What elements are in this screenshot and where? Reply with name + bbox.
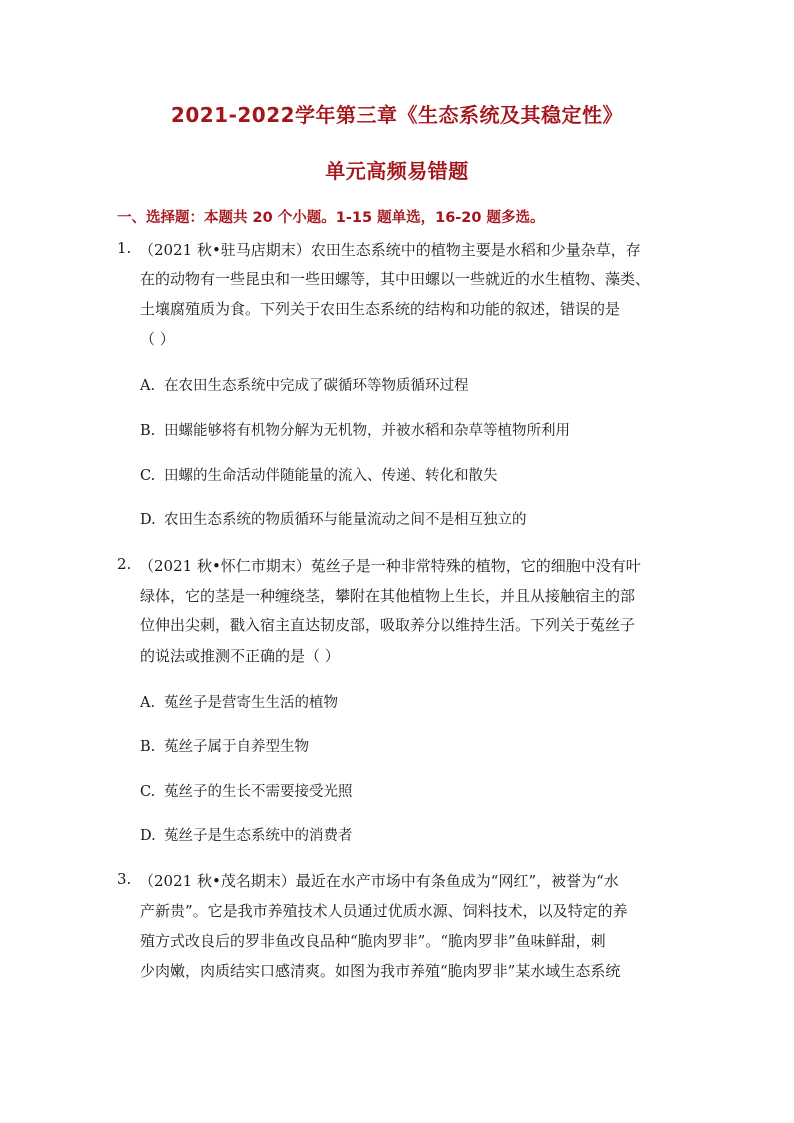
document-title: 2021-2022学年第三章《生态系统及其稳定性》 bbox=[170, 103, 624, 127]
option-a bbox=[140, 374, 469, 395]
option-b bbox=[140, 735, 309, 756]
question-text-line: 绿体，它的茎是一种缠绕茎，攀附在其他植物上生长，并且从接触宿主的部 bbox=[140, 587, 636, 605]
option-d bbox=[140, 824, 353, 845]
option-letter: D. bbox=[140, 828, 156, 844]
option-text: 菟丝子是生态系统中的消费者 bbox=[164, 828, 353, 844]
option-letter: C. bbox=[140, 784, 156, 800]
question-text-line: 在的动物有一些昆虫和一些田螺等，其中田螺以一些就近的水生植物、藻类、 bbox=[140, 270, 651, 288]
question-text-line: （2021 秋•驻马店期末）农田生态系统中的植物主要是水稻和少量杂草，存 bbox=[139, 241, 641, 259]
question-number: 2. bbox=[117, 555, 132, 573]
option-letter: B. bbox=[140, 423, 156, 439]
question-text-line: 少肉嫩，肉质结实口感清爽。如图为我市养殖“脆肉罗非”某水域生态系统 bbox=[140, 962, 621, 980]
document-subtitle: 单元高频易错题 bbox=[325, 159, 469, 183]
option-text: 菟丝子是营寄生生活的植物 bbox=[164, 695, 338, 711]
question-text-line: （2021 秋•茂名期末）最近在水产市场中有条鱼成为“网红”，被誉为“水 bbox=[139, 872, 619, 890]
option-letter: B. bbox=[140, 739, 156, 755]
option-a bbox=[140, 691, 338, 712]
option-text: 田螺能够将有机物分解为无机物，并被水稻和杂草等植物所利用 bbox=[164, 423, 570, 439]
option-letter: A. bbox=[140, 695, 156, 711]
question-text-line: （2021 秋•怀仁市期末）菟丝子是一种非常特殊的植物，它的细胞中没有叶 bbox=[139, 557, 641, 575]
answer-blank: （ ） bbox=[140, 330, 175, 348]
option-letter: D. bbox=[140, 512, 156, 528]
question-number: 3. bbox=[117, 870, 132, 888]
option-text: 在农田生态系统中完成了碳循环等物质循环过程 bbox=[164, 378, 469, 394]
option-text: 田螺的生命活动伴随能量的流入、传递、转化和散失 bbox=[164, 468, 498, 484]
option-c bbox=[140, 780, 353, 801]
option-letter: A. bbox=[140, 378, 156, 394]
section-heading: 一、选择题：本题共 20 个小题。1-15 题单选，16-20 题多选。 bbox=[117, 210, 545, 226]
option-letter: C. bbox=[140, 468, 156, 484]
question-text-line: 土壤腐殖质为食。下列关于农田生态系统的结构和功能的叙述，错误的是 bbox=[140, 300, 621, 318]
question-text-line: 产新贵”。它是我市养殖技术人员通过优质水源、饲料技术，以及特定的养 bbox=[140, 902, 628, 920]
option-c bbox=[140, 464, 498, 485]
question-number: 1. bbox=[117, 239, 132, 257]
question-text-line: 的说法或推测不正确的是（ ） bbox=[140, 647, 340, 665]
option-text: 农田生态系统的物质循环与能量流动之间不是相互独立的 bbox=[164, 512, 527, 528]
question-text-line: 殖方式改良后的罗非鱼改良品种“脆肉罗非”。“脆肉罗非”鱼味鲜甜，刺 bbox=[140, 932, 606, 950]
question-text-line: 位伸出尖刺，戳入宿主直达韧皮部，吸取养分以维持生活。下列关于菟丝子 bbox=[140, 616, 636, 634]
option-text: 菟丝子属于自养型生物 bbox=[164, 739, 309, 755]
option-text: 菟丝子的生长不需要接受光照 bbox=[164, 784, 353, 800]
option-b bbox=[140, 419, 570, 440]
option-d bbox=[140, 508, 527, 529]
